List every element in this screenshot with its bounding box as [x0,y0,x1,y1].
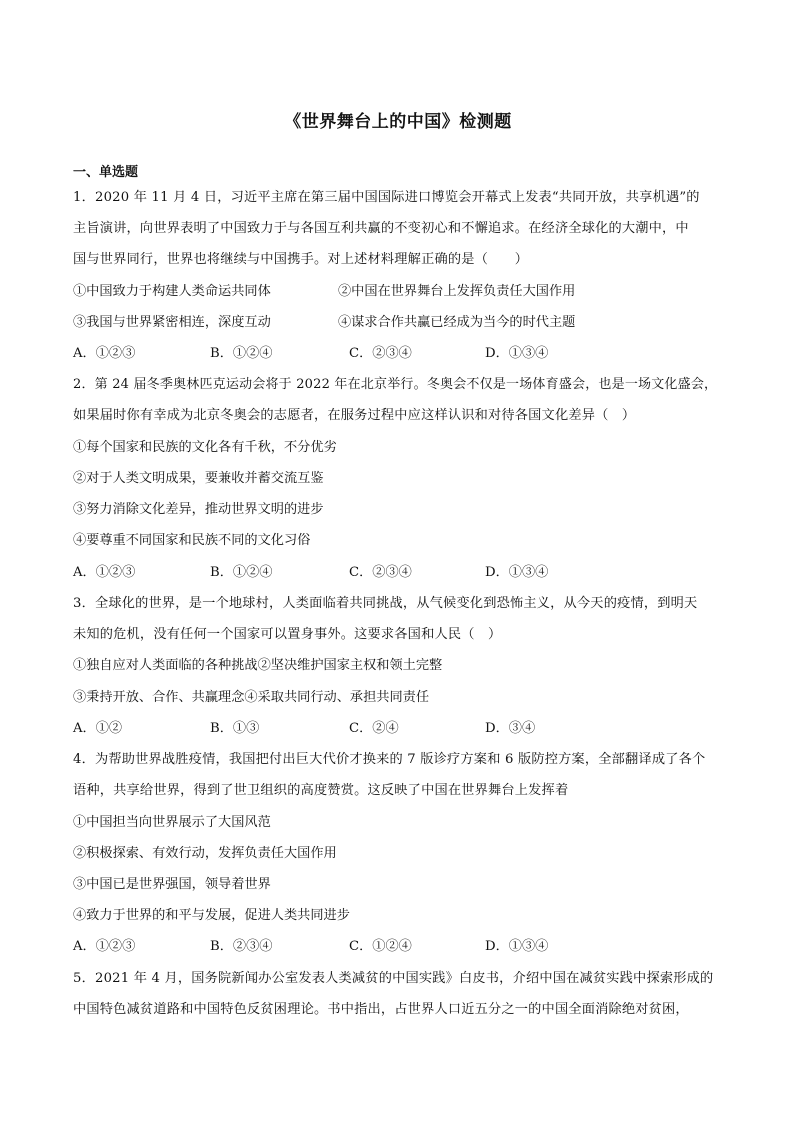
question-4-item-3: ③中国已是世界强国，领导着世界 [73,877,271,892]
question-3-option-d: D．③④ [485,721,536,736]
question-4-item-2: ②积极探索、有效行动，发挥负责任大国作用 [73,846,337,861]
document-title: 《世界舞台上的中国》检测题 [284,112,512,132]
question-1-item-4: ④谋求合作共赢已经成为当今的时代主题 [338,315,576,330]
question-2-line-2: 如果届时你有幸成为北京冬奥会的志愿者，在服务过程中应这样认识和对待各国文化差异（ ） [73,408,636,423]
question-4-item-4: ④致力于世界的和平与发展，促进人类共同进步 [73,908,350,923]
question-1-option-b: B．①②④ [210,346,273,361]
question-2-item-4: ④要尊重不同国家和民族不同的文化习俗 [73,533,311,548]
question-5-line-2: 中国特色减贫道路和中国特色反贫困理论。书中指出，占世界人口近五分之一的中国全面消除绝对贫困， [73,1002,689,1017]
question-2-option-d: D．①③④ [485,565,549,580]
question-2-line-1: 2．第 24 届冬季奥林匹克运动会将于 2022 年在北京举行。冬奥会不仅是一场体育盛会，也是一场文化盛会， [73,377,718,392]
question-1-item-2: ②中国在世界舞台上发挥负责任大国作用 [338,284,576,299]
question-4-option-b: B．②③④ [210,939,273,954]
question-5-line-1: 5．2021 年 4 月，国务院新闻办公室发表人类减贫的中国实践》白皮书，介绍中国在减贫实践中探索形成的 [73,971,714,986]
question-4-option-c: C．①②④ [349,939,412,954]
question-2-item-2: ②对于人类文明成果，要兼收并蓄交流互鉴 [73,471,324,486]
question-2-option-b: B．①②④ [210,565,273,580]
question-4-option-a: A．①②③ [73,939,136,954]
question-3-item-2: ③秉持开放、合作、共赢理念④采取共同行动、承担共同责任 [73,690,430,705]
question-1-line-1: 1．2020 年 11 月 4 日，习近平主席在第三届中国国际进口博览会开幕式上发表“共同开放，共享机遇”的 [73,190,700,205]
question-4-item-1: ①中国担当向世界展示了大国风范 [73,815,271,830]
question-1-option-d: D．①③④ [485,346,549,361]
question-1-option-c: C．②③④ [349,346,412,361]
question-3-option-b: B．①③ [210,721,260,736]
question-3-line-2: 未知的危机，没有任何一个国家可以置身事外。这要求各国和人民（ ） [73,627,502,642]
question-3-option-a: A．①② [73,721,123,736]
question-2-item-1: ①每个国家和民族的文化各有千秋，不分优劣 [73,440,337,455]
question-3-item-1: ①独自应对人类面临的各种挑战②坚决维护国家主权和领土完整 [73,658,443,673]
question-3-option-c: C．②④ [349,721,399,736]
question-1-item-1: ①中国致力于构建人类命运共同体 [73,284,271,299]
question-1-line-2: 主旨演讲，向世界表明了中国致力于与各国互利共赢的不变初心和不懈追求。在经济全球化的大潮中，中 [73,221,689,236]
question-4-line-1: 4．为帮助世界战胜疫情，我国把付出巨大代价才换来的 7 版诊疗方案和 6 版防控方案，全部翻译成了各个 [73,752,706,767]
section-heading: 一、单选题 [73,165,139,180]
question-3-line-1: 3．全球化的世界，是一个地球村，人类面临着共同挑战，从气候变化到恐怖主义，从今天的疫情，到明天 [73,596,698,611]
question-1-option-a: A．①②③ [73,346,136,361]
question-2-option-c: C．②③④ [349,565,412,580]
question-1-item-3: ③我国与世界紧密相连，深度互动 [73,315,271,330]
question-4-line-2: 语种，共享给世界，得到了世卫组织的高度赞赏。这反映了中国在世界舞台上发挥着 [73,783,569,798]
question-4-option-d: D．①③④ [485,939,549,954]
question-2-item-3: ③努力消除文化差异，推动世界文明的进步 [73,502,324,517]
question-2-option-a: A．①②③ [73,565,136,580]
question-1-line-3: 国与世界同行，世界也将继续与中国携手。对上述材料理解正确的是（ ） [73,252,529,267]
